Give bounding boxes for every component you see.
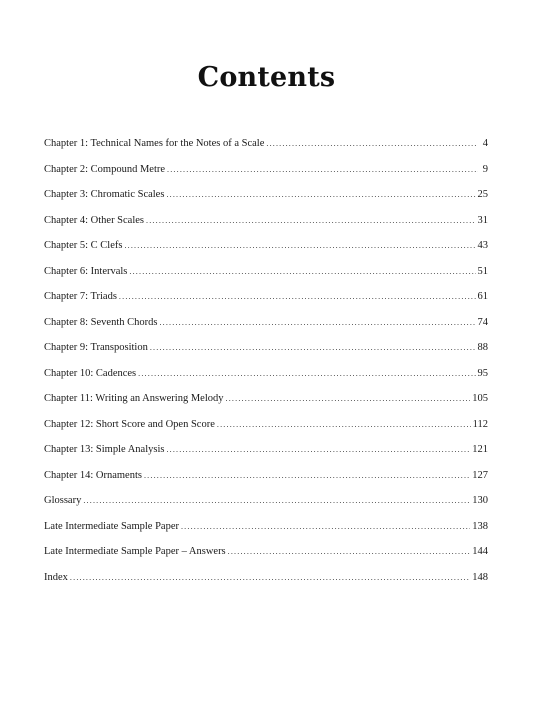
toc-entry-label: Chapter 12: Short Score and Open Score [44,418,215,430]
toc-entry-page: 121 [472,444,488,455]
toc-entry-label: Chapter 7: Triads [44,291,117,302]
toc-entry-label: Chapter 2: Compound Metre [44,163,166,175]
dot-leader [144,466,470,486]
toc-entry [44,491,488,517]
toc-entry [44,287,488,313]
toc-entry [44,134,488,160]
toc-entry-label: Chapter 10: Cadences [44,367,137,379]
toc-entry [44,568,488,594]
toc-entry [44,466,488,492]
dot-leader [266,134,478,154]
toc-entry-label: Chapter 4: Other Scales [44,214,145,226]
toc-entry-label: Chapter 1: Technical Names for the Notes of a Scale [44,138,265,149]
toc-entry-label: Chapter 3: Chromatic Scales [44,189,165,200]
toc-entry-page: 31 [477,214,488,226]
toc-entry-page: 61 [477,291,488,302]
toc-entry [44,160,488,186]
toc-entry-label: Index [44,571,68,583]
toc-entry-label: Chapter 14: Ornaments [44,469,142,481]
toc-entry-page: 127 [472,469,488,481]
toc-entry [44,262,488,288]
toc-entry-page: 148 [472,571,488,583]
toc-entry [44,338,488,364]
table-of-contents [44,134,488,593]
toc-entry-page: 88 [477,342,488,353]
toc-entry [44,364,488,390]
toc-entry-page: 25 [477,189,488,200]
dot-leader [181,517,470,537]
toc-entry-label: Late Intermediate Sample Paper – Answers [44,546,226,557]
toc-entry-page: 105 [472,393,488,404]
dot-leader [167,160,478,180]
dot-leader [159,313,475,333]
toc-entry-label: Chapter 8: Seventh Chords [44,316,158,328]
toc-entry-label: Chapter 5: C Clefs [44,240,123,251]
toc-entry-page: 144 [472,546,488,557]
toc-entry-page: 4 [482,138,488,149]
toc-entry-label: Chapter 13: Simple Analysis [44,444,165,455]
toc-entry-page: 138 [472,520,488,532]
dot-leader [119,287,476,307]
toc-entry [44,313,488,339]
toc-entry-page: 95 [477,367,488,379]
toc-entry-label: Late Intermediate Sample Paper [44,520,179,532]
dot-leader [166,185,475,205]
toc-entry [44,542,488,568]
toc-entry [44,440,488,466]
dot-leader [83,491,470,511]
dot-leader [150,338,476,358]
toc-entry-label: Glossary [44,495,82,506]
dot-leader [129,262,475,282]
page-title: Contents [197,62,336,93]
toc-entry [44,211,488,237]
toc-entry-label: Chapter 11: Writing an Answering Melody [44,393,224,404]
toc-entry [44,185,488,211]
dot-leader [146,211,475,231]
toc-entry [44,236,488,262]
dot-leader [226,389,471,409]
toc-entry-page: 43 [477,240,488,251]
toc-entry-page: 130 [472,495,488,506]
dot-leader [217,415,471,435]
toc-entry [44,415,488,441]
toc-entry [44,517,488,543]
toc-entry-label: Chapter 9: Transposition [44,342,148,353]
dot-leader [124,236,475,256]
dot-leader [70,568,470,588]
toc-entry-page: 112 [472,418,488,430]
toc-entry-page: 9 [482,163,488,175]
toc-entry [44,389,488,415]
dot-leader [166,440,470,460]
dot-leader [228,542,471,562]
toc-entry-label: Chapter 6: Intervals [44,265,128,277]
toc-entry-page: 74 [477,316,488,328]
toc-entry-page: 51 [477,265,488,277]
dot-leader [138,364,475,384]
